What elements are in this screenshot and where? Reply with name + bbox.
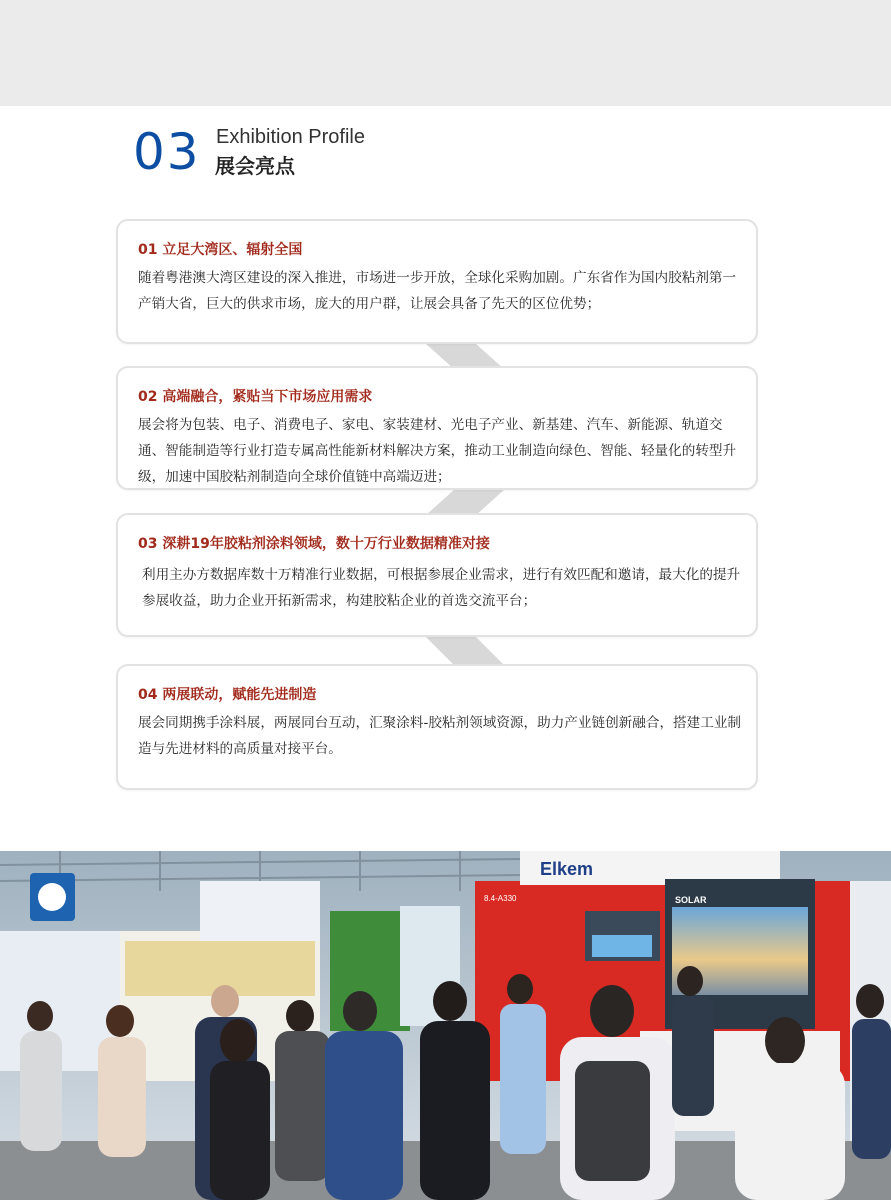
highlight-card-1	[116, 219, 758, 344]
section-title-english: Exhibition Profile	[216, 126, 365, 148]
booth-brand-text: Elkem	[540, 859, 594, 879]
highlight-card-2	[116, 366, 758, 490]
highlight-body: 利用主办方数据库数十万精准行业数据，可根据参展企业需求，进行有效匹配和邀请，最大化的提升参展收益，助力企业开拓新需求，构建胶粘企业的首选交流平台；	[142, 567, 741, 609]
booth-number-text: 8.4-A330	[484, 894, 517, 903]
highlight-title: 01 立足大湾区、辐射全国	[138, 242, 303, 258]
highlight-card-3	[116, 513, 758, 637]
highlight-title: 02 高端融合，紧贴当下市场应用需求	[138, 389, 373, 405]
highlight-body: 展会同期携手涂料展，两展同台互动，汇聚涂料-胶粘剂领域资源，助力产业链创新融合，搭建工业制造与先进材料的高质量对接平台。	[138, 715, 742, 757]
highlight-body: 展会将为包装、电子、消费电子、家电、家装建材、光电子产业、新基建、汽车、新能源、轨道交通、智能制造等行业打造专属高性能新材料解决方案，推动工业制造向绿色、智能、轻量化的转型升级，加速中国胶粘剂制造向全球价值链中高端迈进；	[138, 417, 737, 485]
highlight-title: 03 深耕19年胶粘剂涂料领域，数十万行业数据精准对接	[138, 536, 490, 552]
exhibition-scene	[0, 851, 891, 1200]
exhibition-photo	[0, 851, 891, 1200]
section-number: 03	[133, 123, 201, 181]
booth-sign-text: SOLAR	[675, 895, 707, 905]
connector-arrow-3	[425, 636, 505, 666]
highlight-title: 04 两展联动，赋能先进制造	[138, 687, 317, 703]
highlight-body: 随着粤港澳大湾区建设的深入推进，市场进一步开放，全球化采购加剧。广东省作为国内胶粘剂第一产销大省，巨大的供求市场，庞大的用户群，让展会具备了先天的区位优势；	[138, 270, 737, 312]
connector-arrow-2	[425, 489, 505, 516]
section-title-chinese: 展会亮点	[215, 154, 295, 178]
highlight-card-4	[116, 664, 758, 790]
